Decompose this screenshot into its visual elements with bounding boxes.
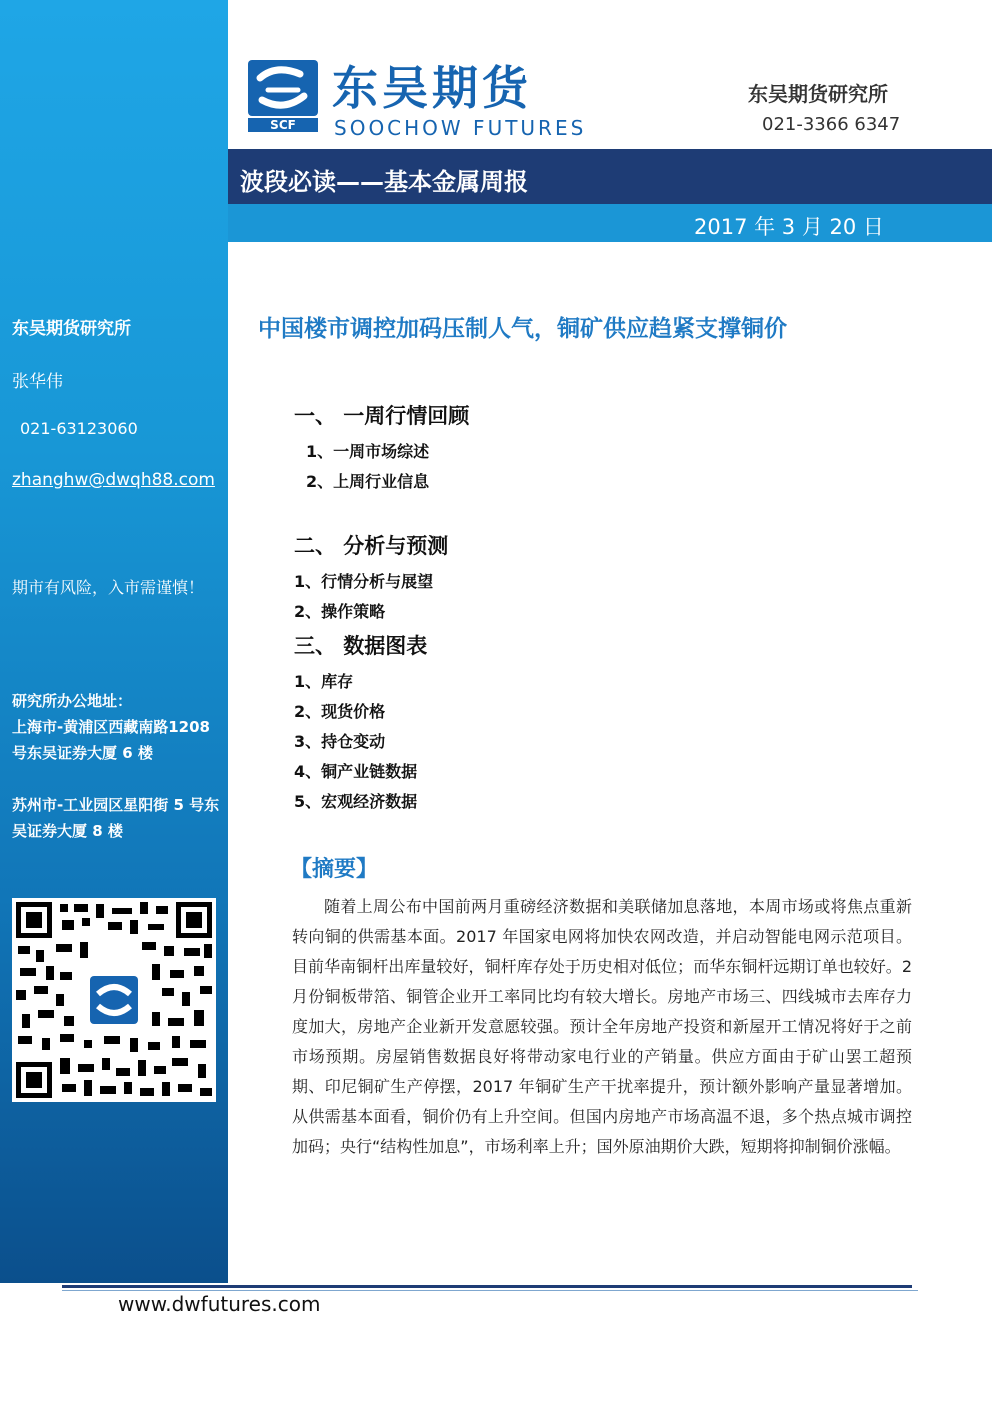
brand-name-chinese: 东吴期货 bbox=[332, 61, 532, 115]
header-phone: 021-3366 6347 bbox=[762, 114, 901, 135]
company-logo bbox=[248, 60, 318, 132]
toc-item: 2、操作策略 bbox=[294, 602, 386, 621]
toc-item: 1、行情分析与展望 bbox=[294, 572, 434, 591]
sidebar-address-label: 研究所办公地址： bbox=[12, 692, 133, 710]
toc-section-3: 三、 数据图表 bbox=[294, 634, 428, 658]
report-title: 波段必读——基本金属周报 bbox=[240, 168, 528, 196]
summary-label: 【摘要】 bbox=[290, 857, 379, 882]
header-institute: 东吴期货研究所 bbox=[748, 82, 888, 106]
toc-section-2: 二、 分析与预测 bbox=[294, 534, 449, 558]
footer-website: www.dwfutures.com bbox=[118, 1292, 321, 1316]
summary-text: 随着上周公布中国前两月重磅经济数据和美联储加息落地，本周市场或将焦点重新转向铜的供需基本面。2017 年国家电网将加快农网改造，并启动智能电网示范项目。目前华南铜杆出库量较好，铜杆库存处于历史相对低位；而华东铜杆远期订单也较好。2 月份铜板带箔、铜管企业开工率同比均有较大增长。房地产市场三、四线城市去库存力度加大，房地产企业新开发意愿较强。预计全年房地产投资和新屋开工情况将好于之前市场预期。房屋销售数据良好将带动家电行业的产销量。供应方面由于矿山罢工超预期、印尼铜矿生产停摆，2017 年铜矿生产干扰率提升，预计额外影响产量显著增加。从供需基本面看，铜价仍有上升空间。但国内房地产市场高温不退，多个热点城市调控加码；央行“结构性加息”，市场利率上升；国外原油期价大跌，短期将抑制铜价涨幅。 bbox=[292, 897, 912, 1156]
sidebar-address-suzhou: 苏州市-工业园区星阳街 5 号东吴证券大厦 8 楼 bbox=[12, 796, 220, 840]
toc-item: 4、铜产业链数据 bbox=[294, 762, 418, 781]
headline: 中国楼市调控加码压制人气，铜矿供应趋紧支撑铜价 bbox=[258, 316, 787, 342]
sidebar-institute: 东吴期货研究所 bbox=[12, 319, 131, 339]
toc-item: 5、宏观经济数据 bbox=[294, 792, 418, 811]
sidebar-phone: 021-63123060 bbox=[20, 419, 138, 438]
footer-divider-thin bbox=[62, 1290, 918, 1291]
sidebar-email-link[interactable]: zhanghw@dwqh88.com bbox=[12, 470, 215, 490]
report-date: 2017 年 3 月 20 日 bbox=[694, 215, 884, 239]
sidebar-address-shanghai: 上海市-黄浦区西藏南路1208 号东吴证券大厦 6 楼 bbox=[12, 718, 210, 762]
toc-item: 1、一周市场综述 bbox=[306, 442, 430, 461]
sidebar-analyst: 张华伟 bbox=[12, 372, 63, 392]
toc-item: 3、持仓变动 bbox=[294, 732, 386, 751]
toc-item: 2、上周行业信息 bbox=[306, 472, 430, 491]
qr-code bbox=[12, 898, 216, 1102]
toc-item: 2、现货价格 bbox=[294, 702, 386, 721]
sidebar-risk-warning: 期市有风险，入市需谨慎！ bbox=[12, 578, 205, 597]
brand-name-english: SOOCHOW FUTURES bbox=[334, 116, 587, 140]
svg-text:SCF: SCF bbox=[270, 118, 296, 132]
toc-section-1: 一、 一周行情回顾 bbox=[294, 404, 470, 428]
footer-divider bbox=[62, 1285, 912, 1288]
toc-item: 1、库存 bbox=[294, 672, 354, 691]
